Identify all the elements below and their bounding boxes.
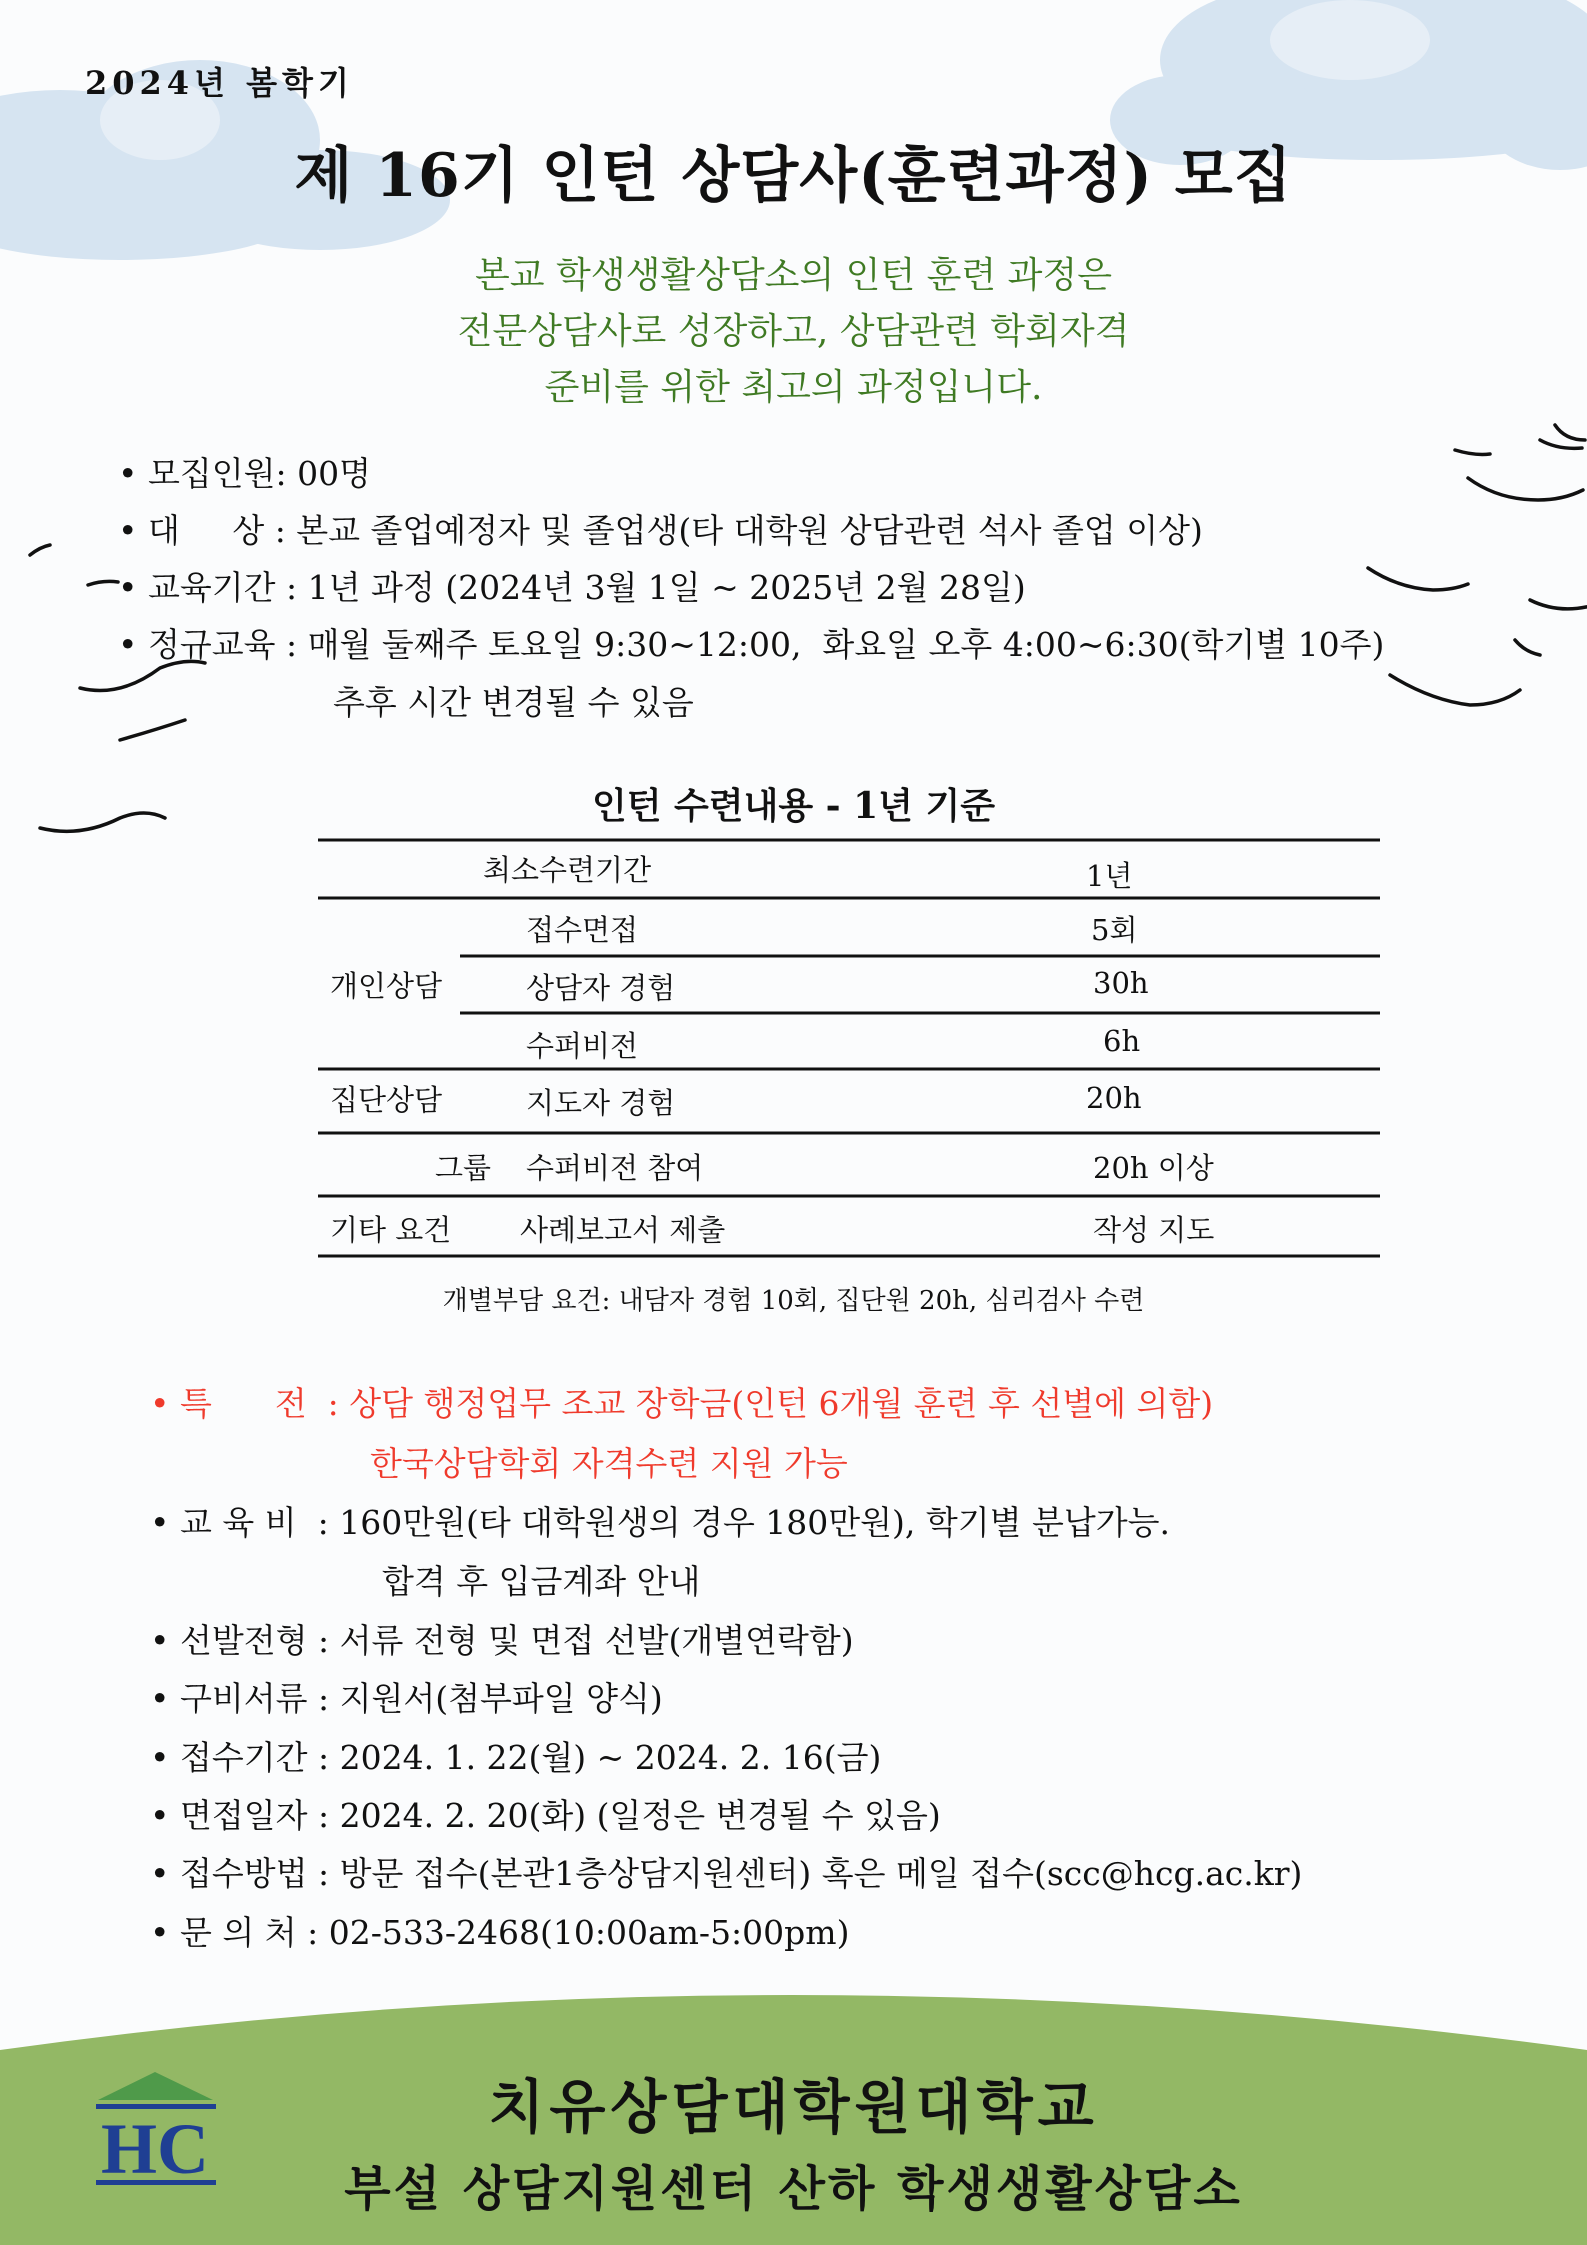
bullet: • — [150, 1796, 170, 1835]
bullet: • — [118, 625, 138, 664]
training-table-title: 인턴 수련내용 - 1년 기준 — [591, 785, 996, 827]
table-cell-group: 집단상담 — [330, 1083, 443, 1117]
info-text: 문 의 처 : 02-533-2468(10:00am-5:00pm) — [180, 1913, 850, 1952]
info-recruit-count — [118, 448, 371, 495]
info-application-method — [150, 1848, 1302, 1895]
table-cell-value: 30h — [1093, 966, 1149, 1000]
info-text: 특 전 : 상담 행정업무 조교 장학금(인턴 6개월 훈련 후 선별에 의함) — [180, 1384, 1214, 1423]
info-regular-education-note: 추후 시간 변경될 수 있음 — [333, 683, 694, 722]
bullet: • — [150, 1503, 170, 1542]
bullet: • — [118, 511, 138, 550]
info-text: 모집인원: 00명 — [148, 454, 371, 493]
table-cell-value: 20h 이상 — [1093, 1151, 1214, 1185]
bullet: • — [118, 568, 138, 607]
table-cell-value: 20h — [1086, 1081, 1142, 1115]
table-cell-group: 개인상담 — [330, 969, 443, 1003]
info-period — [118, 562, 1026, 609]
page-title: 제 16기 인턴 상담사(훈련과정) 모집 — [294, 141, 1293, 211]
table-cell-value: 5회 — [1091, 913, 1138, 947]
info-text: 정규교육 : 매월 둘째주 토요일 9:30~12:00, 화요일 오후 4:00~6:30(학기별 10주) — [148, 625, 1385, 664]
bullet: • — [150, 1384, 170, 1423]
table-cell-item: 수퍼비전 — [526, 1029, 639, 1063]
table-cell-group: 기타 요건 — [330, 1213, 452, 1247]
info-interview-date — [150, 1790, 941, 1837]
info-benefits — [150, 1378, 1213, 1425]
table-cell-group: 그룹 — [435, 1151, 492, 1185]
info-contact — [150, 1907, 849, 1954]
table-cell-item: 수퍼비전 참여 — [526, 1151, 704, 1185]
table-cell-item: 상담자 경험 — [526, 971, 676, 1005]
info-text: 교 육 비 : 160만원(타 대학원생의 경우 180만원), 학기별 분납가능. — [180, 1503, 1171, 1542]
table-cell-item: 최소수련기간 — [483, 853, 652, 887]
bullet: • — [150, 1854, 170, 1893]
table-cell-item: 사례보고서 제출 — [520, 1213, 726, 1247]
info-target — [118, 505, 1203, 552]
university-name: 치유상담대학원대학교 — [488, 2073, 1099, 2141]
bullet: • — [150, 1738, 170, 1777]
table-lines — [318, 836, 1380, 1260]
info-text: 면접일자 : 2024. 2. 20(화) (일정은 변경될 수 있음) — [180, 1796, 941, 1835]
logo-text: HC — [101, 2109, 209, 2189]
table-cell-item: 지도자 경험 — [526, 1086, 676, 1120]
table-cell-value: 6h — [1103, 1024, 1141, 1058]
info-application-period — [150, 1732, 881, 1779]
intro-line: 전문상담사로 성장하고, 상담관련 학회자격 — [457, 311, 1130, 352]
info-benefits-line2: 한국상담학회 자격수련 지원 가능 — [370, 1444, 848, 1483]
info-tuition-note: 합격 후 입금계좌 안내 — [382, 1562, 701, 1601]
info-text: 접수기간 : 2024. 1. 22(월) ~ 2024. 2. 16(금) — [180, 1738, 882, 1777]
table-cell-item: 접수면접 — [526, 913, 639, 947]
intro-line: 본교 학생생활상담소의 인턴 훈련 과정은 — [475, 255, 1112, 296]
info-selection — [150, 1615, 854, 1662]
center-name: 부설 상담지원센터 산하 학생생활상담소 — [344, 2161, 1243, 2217]
bullet: • — [118, 454, 138, 493]
info-text: 구비서류 : 지원서(첨부파일 양식) — [180, 1679, 663, 1718]
table-note: 개별부담 요건: 내담자 경험 10회, 집단원 20h, 심리검사 수련 — [442, 1286, 1145, 1316]
info-text: 교육기간 : 1년 과정 (2024년 3월 1일 ~ 2025년 2월 28일) — [148, 568, 1026, 607]
info-documents — [150, 1673, 663, 1720]
intro-line: 준비를 위한 최고의 과정입니다. — [544, 367, 1043, 408]
semester-label: 2024년 봄학기 — [85, 64, 354, 102]
table-cell-value: 작성 지도 — [1093, 1213, 1215, 1247]
info-text: 선발전형 : 서류 전형 및 면접 선발(개별연락함) — [180, 1621, 854, 1660]
bullet: • — [150, 1679, 170, 1718]
info-text: 대 상 : 본교 졸업예정자 및 졸업생(타 대학원 상담관련 석사 졸업 이상) — [148, 511, 1203, 550]
info-text: 접수방법 : 방문 접수(본관1층상담지원센터) 혹은 메일 접수(scc@hcg.ac.kr) — [180, 1854, 1303, 1893]
table-cell-value: 1년 — [1086, 859, 1133, 893]
bullet: • — [150, 1621, 170, 1660]
info-regular-education — [118, 619, 1384, 666]
info-tuition — [150, 1497, 1170, 1544]
intro-text — [0, 248, 1587, 416]
training-table — [318, 836, 1380, 1260]
bullet: • — [150, 1913, 170, 1952]
